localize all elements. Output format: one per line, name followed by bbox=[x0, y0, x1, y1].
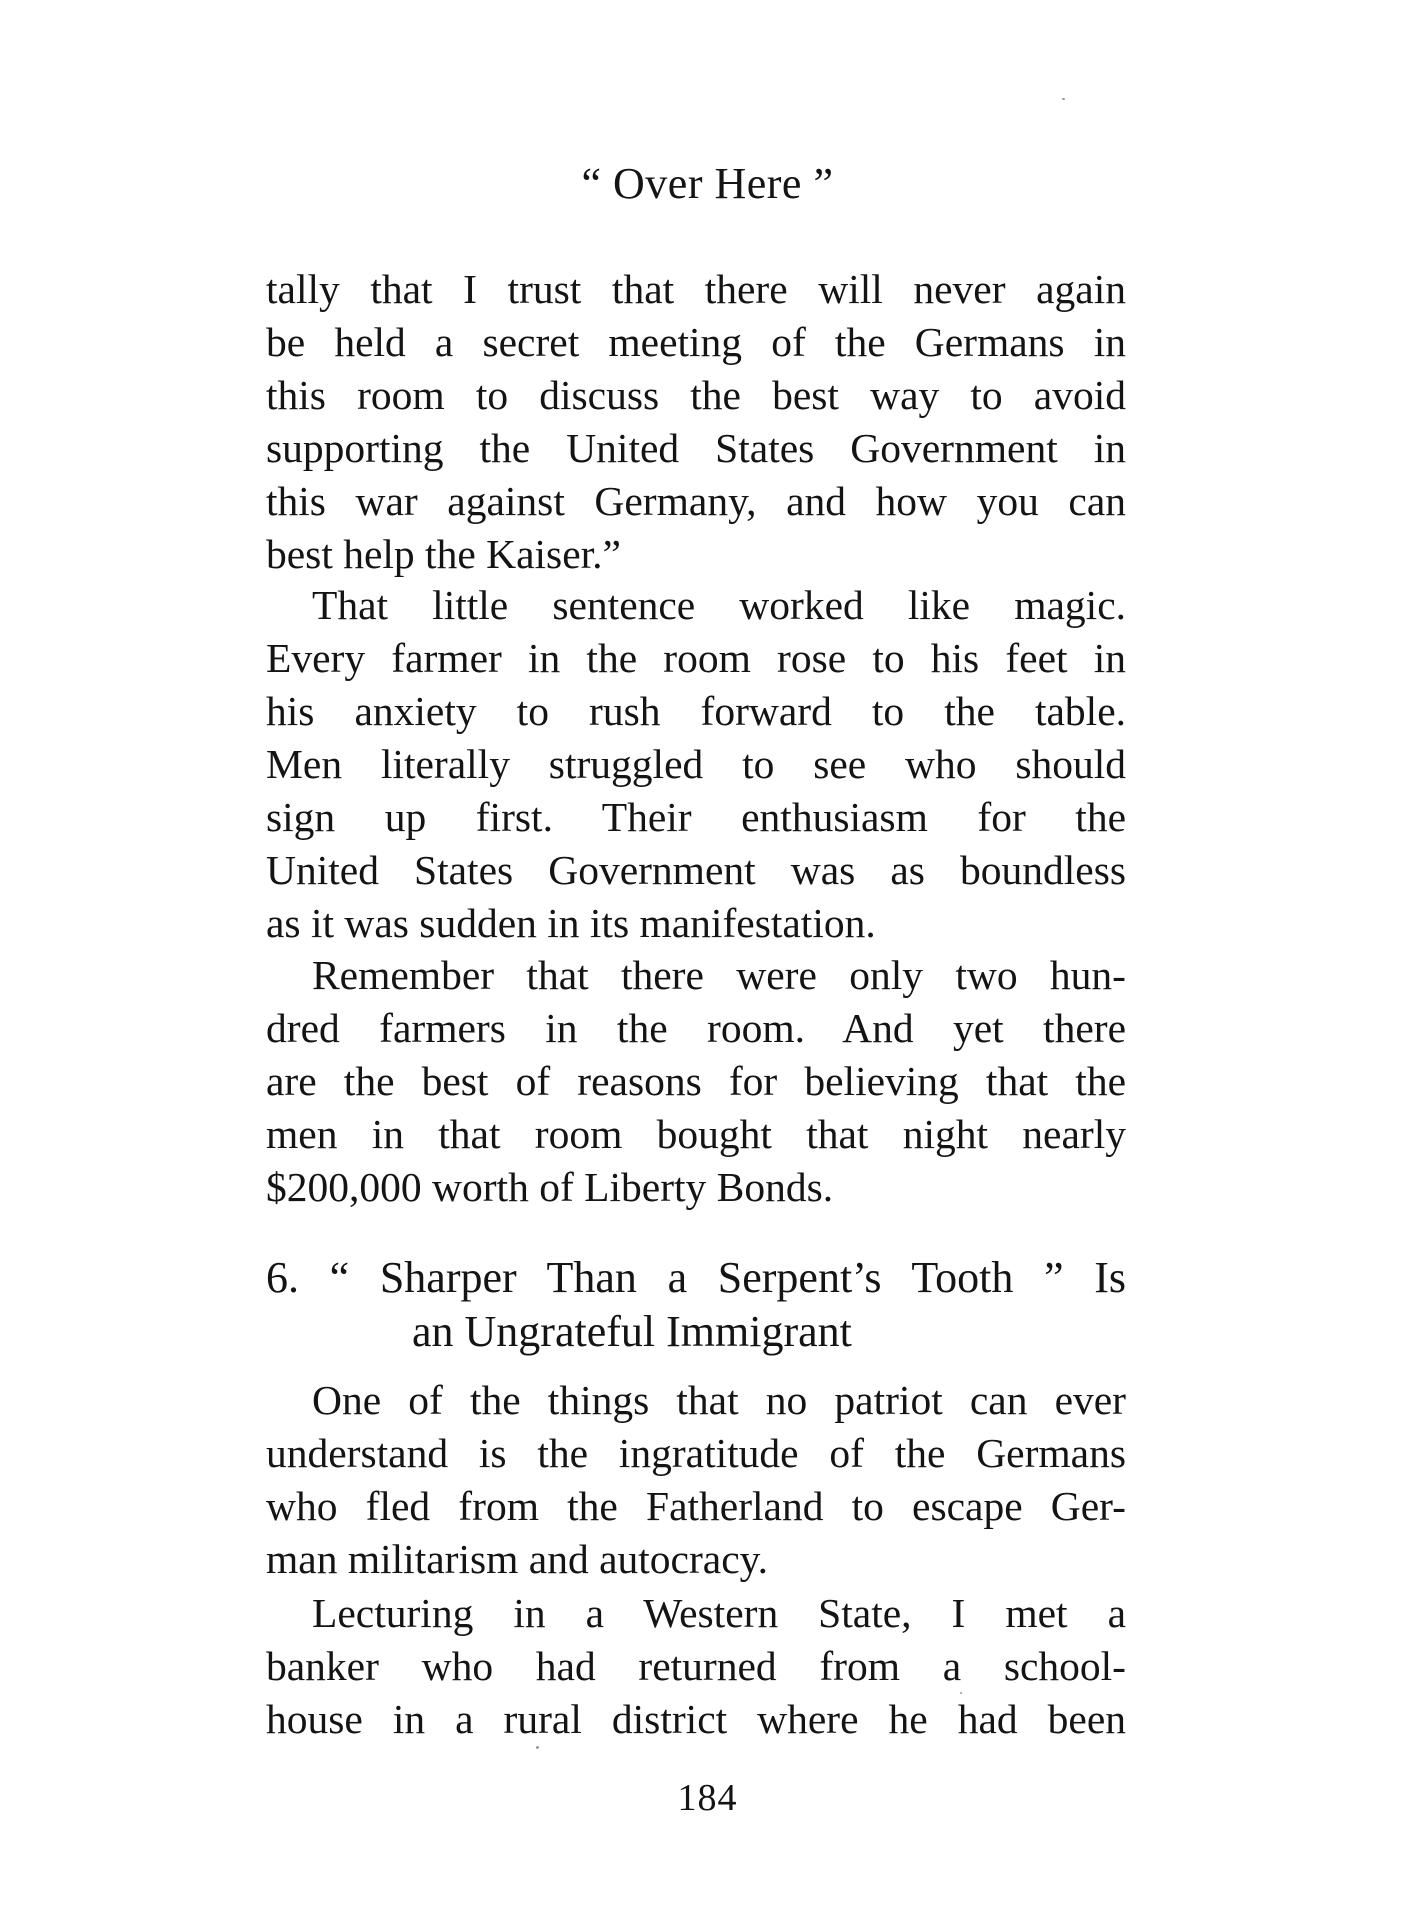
text-line: banker who had returned from a school- bbox=[266, 1643, 1126, 1689]
text-line: understand is the ingratitude of the Germans bbox=[266, 1430, 1126, 1476]
text-line: men in that room bought that night nearly bbox=[266, 1111, 1126, 1157]
section-heading-line: an Ungrateful Immigrant bbox=[412, 1307, 852, 1356]
text-line: as it was sudden in its manifestation. bbox=[266, 900, 876, 946]
text-line: his anxiety to rush forward to the table. bbox=[266, 688, 1126, 734]
text-line: Remember that there were only two hun- bbox=[312, 952, 1126, 998]
text-line: are the best of reasons for believing that the bbox=[266, 1058, 1126, 1104]
text-line: be held a secret meeting of the Germans in bbox=[266, 319, 1126, 365]
text-line: this room to discuss the best way to avoid bbox=[266, 372, 1126, 418]
paragraph bbox=[266, 1374, 1126, 1586]
text-line: Lecturing in a Western State, I met a bbox=[312, 1590, 1126, 1636]
paragraph bbox=[266, 263, 1126, 581]
text-line: $200,000 worth of Liberty Bonds. bbox=[266, 1164, 834, 1210]
scan-speck bbox=[536, 1746, 539, 1749]
text-line: supporting the United States Government in bbox=[266, 425, 1126, 471]
text-line: sign up first. Their enthusiasm for the bbox=[266, 794, 1126, 840]
text-line: Men literally struggled to see who should bbox=[266, 741, 1126, 787]
paragraph bbox=[266, 579, 1126, 950]
paragraph bbox=[266, 1587, 1126, 1746]
paragraph bbox=[266, 949, 1126, 1214]
text-line: this war against Germany, and how you can bbox=[266, 478, 1126, 524]
text-line: house in a rural district where he had been bbox=[266, 1696, 1126, 1742]
text-line: United States Government was as boundless bbox=[266, 847, 1126, 893]
text-line: tally that I trust that there will never again bbox=[266, 266, 1126, 312]
text-line: man militarism and autocracy. bbox=[266, 1536, 769, 1582]
text-line: who fled from the Fatherland to escape Ger- bbox=[266, 1483, 1126, 1529]
scan-speck bbox=[960, 1692, 962, 1694]
text-line: That little sentence worked like magic. bbox=[312, 582, 1126, 628]
page-number: 184 bbox=[677, 1777, 738, 1819]
text-line: best help the Kaiser.” bbox=[266, 531, 621, 577]
section-heading-line: 6. “ Sharper Than a Serpent’s Tooth ” Is bbox=[266, 1253, 1126, 1302]
scan-speck bbox=[1062, 98, 1065, 100]
text-line: dred farmers in the room. And yet there bbox=[266, 1005, 1126, 1051]
running-head: “ Over Here ” bbox=[581, 159, 834, 208]
section-heading bbox=[266, 1251, 1126, 1359]
text-line: One of the things that no patriot can ever bbox=[312, 1377, 1126, 1423]
text-line: Every farmer in the room rose to his feet in bbox=[266, 635, 1126, 681]
